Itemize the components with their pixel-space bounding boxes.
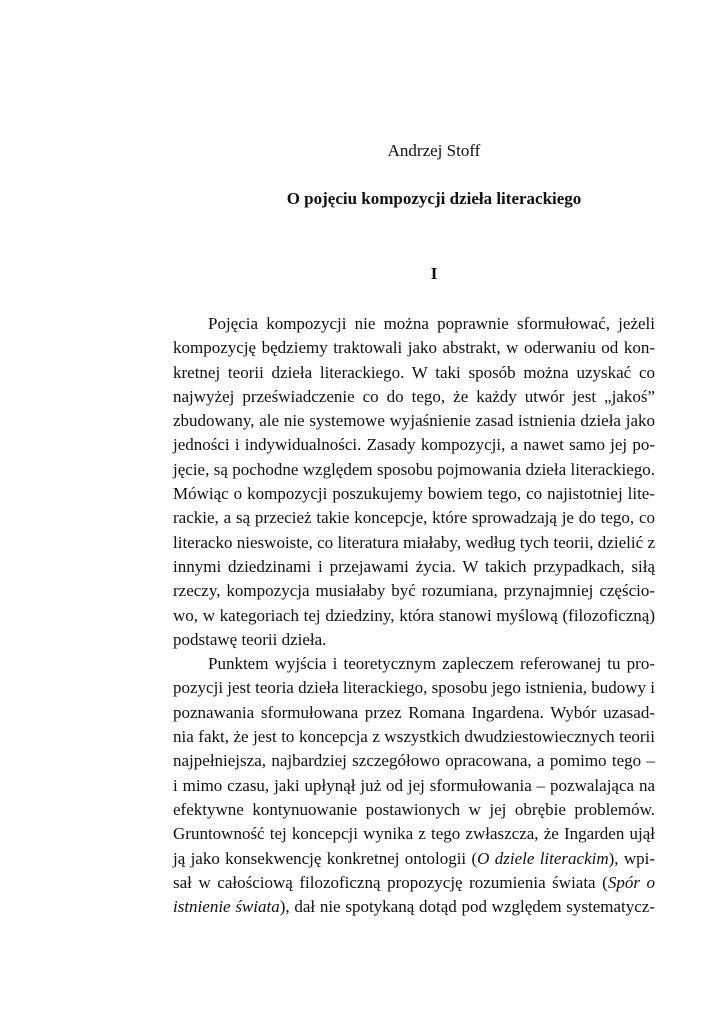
text-line: jedności i indywidualności. Zasady kompozycji, a nawet samo jej po- xyxy=(173,435,655,455)
text-line: najwyżej przeświadczenie co do tego, że każdy utwór jest „jakoś” xyxy=(173,386,655,406)
body-text xyxy=(173,312,655,919)
book-title-citation: istnienie świata xyxy=(173,897,280,917)
text-line: kompozycję będziemy traktowali jako abstrakt, w oderwaniu od kon- xyxy=(173,338,655,358)
text-line: innymi dziedzinami i przejawami życia. W takich przypadkach, siłą xyxy=(173,556,655,576)
text-line: jęcie, są pochodne względem sposobu pojmowania dzieła literackiego. xyxy=(173,459,655,479)
text-line: rackie, a są przecież takie koncepcje, które sprowadzają je do tego, co xyxy=(173,508,655,528)
text-line xyxy=(173,895,655,919)
text-line: kretnej teorii dzieła literackiego. W taki sposób można uzyskać co xyxy=(173,362,655,382)
text-line xyxy=(173,847,655,871)
text-fragment: ją jako konsekwencję konkretnej ontologii ( xyxy=(173,848,478,868)
text-line: wo, w kategoriach tej dziedziny, która stanowi myślową (filozoficzną) xyxy=(173,605,655,625)
text-line: Punktem wyjścia i teoretycznym zapleczem referowanej tu pro- xyxy=(208,654,655,674)
section-number: I xyxy=(430,264,438,283)
text-line: zbudowany, ale nie systemowe wyjaśnienie zasad istnienia dzieła jako xyxy=(173,411,655,431)
book-title-citation: Spór o xyxy=(607,872,655,892)
text-line: i mimo czasu, jaki upłynął już od jej sformułowania – pozwalająca na xyxy=(173,775,655,795)
text-line: Gruntowność tej koncepcji wynika z tego zwłaszcza, że Ingarden ujął xyxy=(173,824,655,844)
text-line: rzeczy, kompozycja musiałaby być rozumiana, przynajmniej częścio- xyxy=(173,581,655,601)
article-title: O pojęciu kompozycji dzieła literackiego xyxy=(286,189,582,208)
text-line xyxy=(173,871,655,895)
text-fragment: sał w całościową filozoficzną propozycję rozumienia świata ( xyxy=(173,872,608,892)
text-fragment: ), wpi- xyxy=(608,848,655,868)
text-line: efektywne kontynuowanie postawionych w jej obrębie problemów. xyxy=(173,799,655,819)
text-line: podstawę teorii dzieła. xyxy=(173,629,327,649)
text-line: poznawania sformułowana przez Romana Ingardena. Wybór uzasad- xyxy=(173,702,655,722)
text-line: pozycji jest teoria dzieła literackiego, sposobu jego istnienia, budowy i xyxy=(173,678,656,698)
text-line: najpełniejsza, najbardziej szczegółowo opracowana, a pomimo tego – xyxy=(173,751,655,771)
book-title-citation: O dziele literackim xyxy=(477,848,609,868)
text-line: nia fakt, że jest to koncepcja z wszystkich dwudziestowiecznych teorii xyxy=(173,727,655,747)
author-name: Andrzej Stoff xyxy=(387,141,481,160)
text-fragment: ), dał nie spotykaną dotąd pod względem systematycz- xyxy=(279,897,655,917)
text-line: literacko nieswoiste, co literatura miałaby, według tych teorii, dzielić z xyxy=(173,532,655,552)
text-line: Pojęcia kompozycji nie można poprawnie sformułować, jeżeli xyxy=(208,314,655,333)
text-line: Mówiąc o kompozycji poszukujemy bowiem tego, co najistotniej lite- xyxy=(173,484,655,504)
